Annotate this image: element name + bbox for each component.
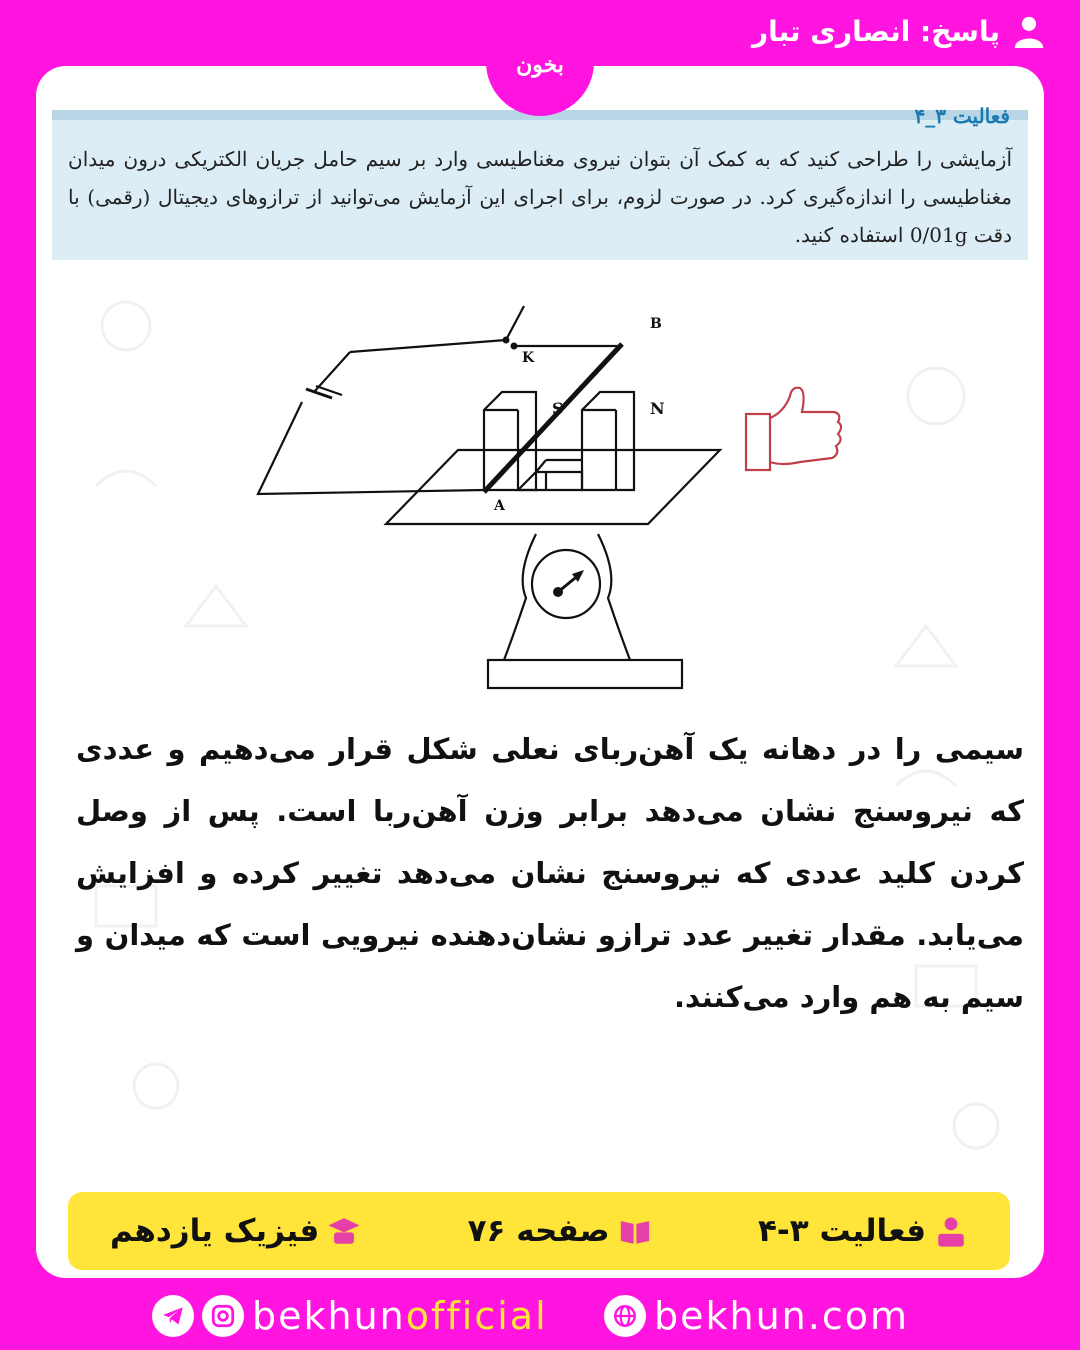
experiment-diagram xyxy=(236,294,836,694)
answerer-credit xyxy=(752,14,1046,48)
label-k: K xyxy=(522,350,535,366)
open-book-icon xyxy=(618,1214,652,1248)
info-activity-label: فعالیت ۳-۴ xyxy=(757,1213,926,1249)
thumbs-up-icon xyxy=(740,382,844,476)
social-handle-suffix: official xyxy=(405,1294,548,1338)
label-a: A xyxy=(494,498,505,514)
info-page-label: صفحه ۷۶ xyxy=(467,1213,610,1249)
answerer-name: پاسخ: انصاری تبار xyxy=(751,14,1000,48)
social-handle[interactable] xyxy=(152,1294,548,1338)
answer-text: سیمی را در دهانه یک آهن‌ربای نعلی شکل قرار می‌دهیم و عددی که نیروسنج نشان می‌دهد برابر وزن آهن‌ربا است. پس از وصل کردن کلید عددی که نیروسنج نشان می‌دهد تغییر کرده و افزایش می‌یابد. مقدار تغییر عدد ترازو نشان‌دهنده نیرویی است که میدان و سیم به هم وارد می‌کنند. xyxy=(76,732,1024,1014)
label-b: B xyxy=(650,316,662,332)
website-link[interactable] xyxy=(604,1294,909,1338)
activity-title: فعالیت ۳_۴ xyxy=(914,104,1010,128)
footer xyxy=(0,1286,1080,1346)
brand-logo[interactable] xyxy=(486,8,594,116)
info-bar xyxy=(68,1192,1010,1270)
activity-text: آزمایشی را طراحی کنید که به کمک آن بتوان نیروی مغناطیسی وارد بر سیم حامل جریان الکتریکی درون میدان مغناطیسی را اندازه‌گیری کرد. در صورت لزوم، برای اجرای این آزمایش می‌توانید از ترازوهای دیجیتال (رقمی) با دقت 0/01g استفاده کنید. xyxy=(68,147,1013,247)
graduation-cap-icon xyxy=(327,1214,361,1248)
activity-box xyxy=(52,104,1028,260)
info-activity xyxy=(758,1213,968,1249)
logo-text: بخون xyxy=(516,52,564,78)
social-handle-text xyxy=(252,1294,548,1338)
teacher-icon xyxy=(934,1214,968,1248)
social-handle-prefix: bekhun xyxy=(252,1294,406,1338)
globe-icon[interactable] xyxy=(604,1295,646,1337)
telegram-icon[interactable] xyxy=(152,1295,194,1337)
user-icon xyxy=(1012,14,1046,48)
instagram-icon[interactable] xyxy=(202,1295,244,1337)
label-n: N xyxy=(650,399,665,418)
website-text: bekhun.com xyxy=(654,1294,909,1338)
info-subject xyxy=(110,1213,361,1249)
content-card xyxy=(36,66,1044,1278)
info-subject-label: فیزیک یازدهم xyxy=(110,1213,320,1249)
info-page xyxy=(468,1213,652,1249)
label-s: S xyxy=(552,399,564,418)
